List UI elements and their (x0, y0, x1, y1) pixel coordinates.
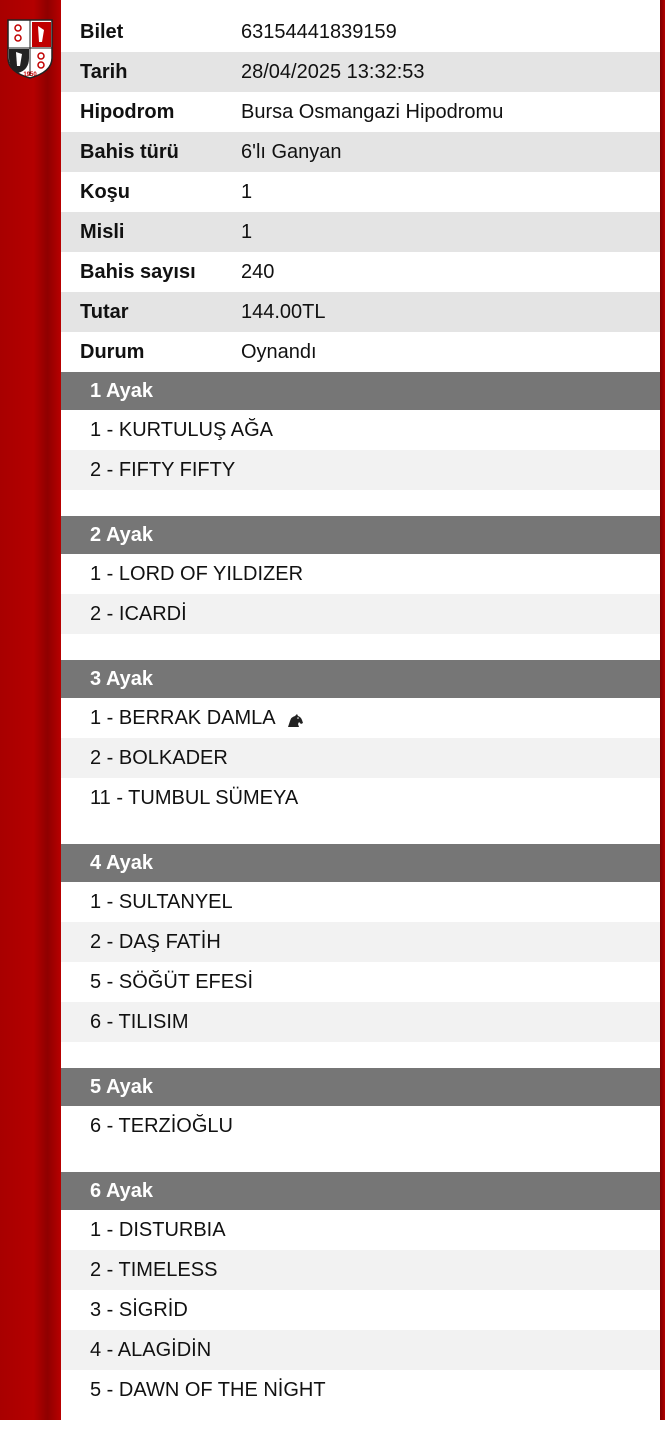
ticket-info-value: 240 (241, 260, 275, 283)
leg-spacer (61, 490, 660, 516)
leg-spacer (61, 1042, 660, 1068)
logo-year: 1950 (23, 72, 37, 78)
ticket-info-row (61, 252, 660, 292)
horse-name: 11 - TUMBUL SÜMEYA (90, 786, 299, 809)
ticket-info-value: Bursa Osmangazi Hipodromu (241, 100, 504, 123)
leg-header: 6 Ayak (61, 1172, 660, 1210)
ticket-info-value: Oynandı (241, 340, 317, 363)
leg-spacer (61, 818, 660, 844)
ticket-info-value: 1 (241, 180, 253, 203)
horse-name: 2 - FIFTY FIFTY (90, 458, 236, 481)
ticket-info-row (61, 172, 660, 212)
horse-row (61, 962, 660, 1002)
leg-header: 2 Ayak (61, 516, 660, 554)
ticket-info-row (61, 332, 660, 372)
horse-row (61, 1106, 660, 1146)
ticket-info-label: Durum (80, 340, 145, 363)
horse-name: 2 - ICARDİ (90, 602, 187, 625)
ticket-info-label: Tutar (80, 300, 129, 323)
horse-name: 1 - KURTULUŞ AĞA (90, 418, 274, 441)
tjk-logo-icon (6, 18, 54, 80)
leg-header: 5 Ayak (61, 1068, 660, 1106)
ticket-info-value: 28/04/2025 13:32:53 (241, 60, 425, 83)
left-brand-bar (0, 0, 61, 1420)
ticket-info-label: Hipodrom (80, 100, 175, 123)
leg-header: 4 Ayak (61, 844, 660, 882)
ticket-info-label: Koşu (80, 180, 130, 203)
horse-row (61, 1290, 660, 1330)
right-brand-bar (660, 0, 665, 1420)
horse-name: 1 - SULTANYEL (90, 890, 233, 913)
ticket-info-table (61, 12, 660, 372)
leg-block (61, 1172, 660, 1436)
ticket-info-value: 1 (241, 220, 253, 243)
leg-block (61, 660, 660, 844)
ticket-info-label: Misli (80, 220, 125, 243)
ticket-info-value: 63154441839159 (241, 20, 397, 43)
horse-name: 1 - DISTURBIA (90, 1218, 226, 1241)
leg-header: 3 Ayak (61, 660, 660, 698)
leg-block (61, 372, 660, 516)
ticket-info-label: Bilet (80, 20, 124, 43)
legs-list (61, 372, 660, 1436)
horse-row (61, 410, 660, 450)
horse-name: 3 - SİGRİD (90, 1298, 188, 1321)
horse-name: 2 - TIMELESS (90, 1258, 218, 1281)
horse-name: 2 - BOLKADER (90, 746, 228, 769)
ticket-info-value: 144.00TL (241, 300, 326, 323)
horse-name: 6 - TILISIM (90, 1010, 189, 1033)
leg-block (61, 516, 660, 660)
horse-row (61, 554, 660, 594)
horse-name: 5 - SÖĞÜT EFESİ (90, 970, 253, 993)
horse-row (61, 738, 660, 778)
horse-row (61, 450, 660, 490)
leg-block (61, 1068, 660, 1172)
ticket-info-row (61, 292, 660, 332)
ticket-info-value: 6'lı Ganyan (241, 140, 342, 163)
ticket-info-row (61, 52, 660, 92)
ticket-info-row (61, 92, 660, 132)
horse-row (61, 1370, 660, 1410)
horse-row (61, 594, 660, 634)
ticket-info-row (61, 132, 660, 172)
ticket-info-label: Bahis türü (80, 140, 179, 163)
horse-row (61, 1250, 660, 1290)
horse-row (61, 698, 660, 738)
ticket-info-label: Tarih (80, 60, 128, 83)
ticket-info-row (61, 212, 660, 252)
ticket-detail (61, 12, 660, 1436)
horse-name: 4 - ALAGİDİN (90, 1338, 212, 1361)
leg-spacer (61, 1146, 660, 1172)
horse-row (61, 1210, 660, 1250)
horse-row (61, 882, 660, 922)
horse-row (61, 922, 660, 962)
horse-row (61, 1002, 660, 1042)
leg-spacer (61, 634, 660, 660)
horse-head-icon (286, 711, 304, 725)
leg-block (61, 844, 660, 1068)
horse-name: 6 - TERZİOĞLU (90, 1114, 233, 1137)
horse-row (61, 778, 660, 818)
horse-name: 5 - DAWN OF THE NİGHT (90, 1378, 326, 1401)
ticket-info-row (61, 12, 660, 52)
horse-name: 1 - BERRAK DAMLA (90, 706, 276, 729)
leg-spacer (61, 1410, 660, 1436)
ticket-info-label: Bahis sayısı (80, 260, 196, 283)
horse-name: 2 - DAŞ FATİH (90, 930, 221, 953)
horse-name: 1 - LORD OF YILDIZER (90, 562, 304, 585)
horse-row (61, 1330, 660, 1370)
leg-header: 1 Ayak (61, 372, 660, 410)
